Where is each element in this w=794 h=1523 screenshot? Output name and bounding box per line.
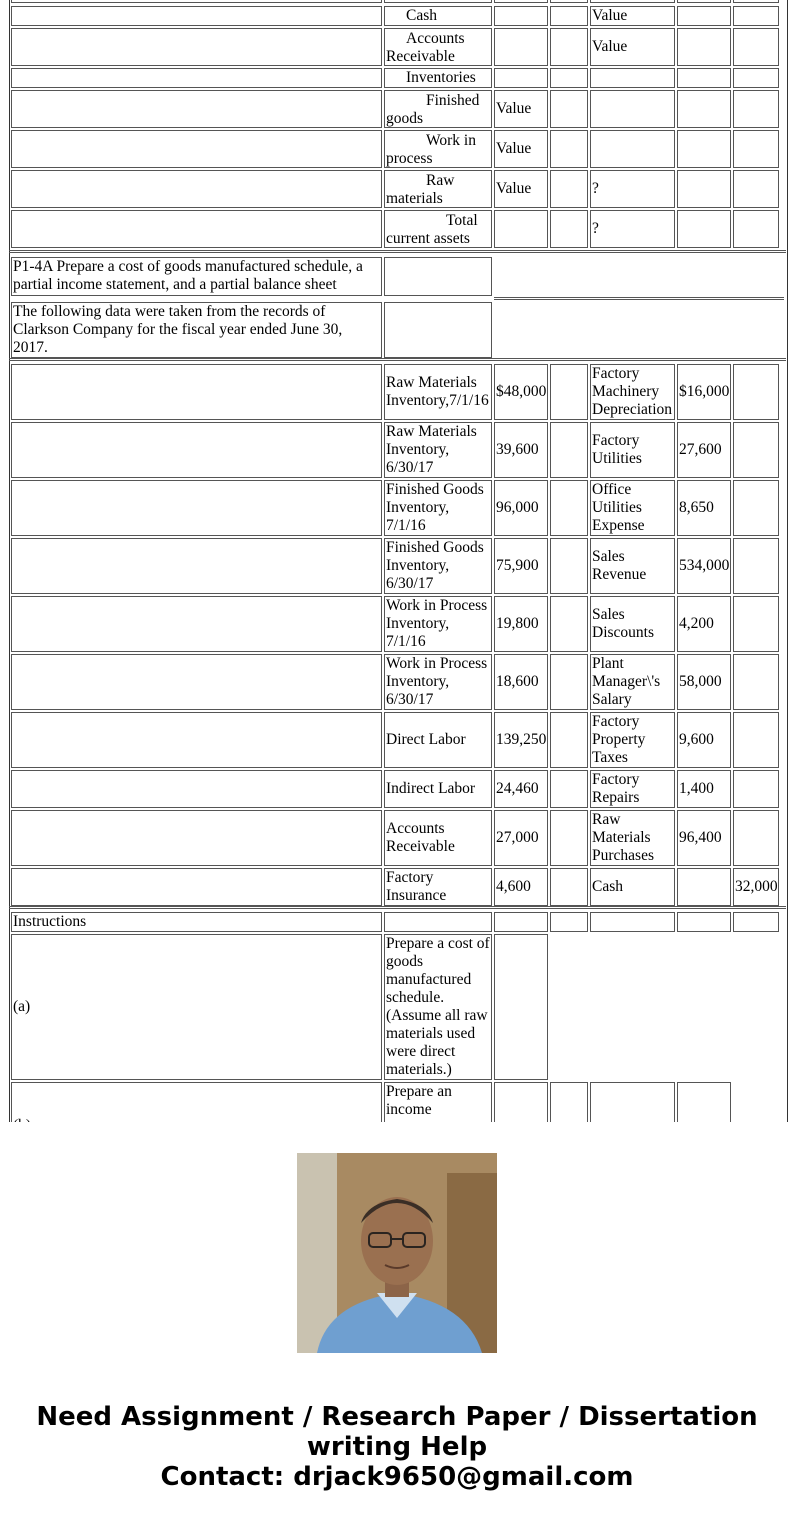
- promo-section: [0, 1122, 794, 1523]
- balance-row-label: Finished goods: [384, 90, 492, 128]
- table-cell: [733, 170, 779, 208]
- balance-row-col-b: Value: [494, 90, 548, 128]
- data-row-label-2: Factory Property Taxes: [590, 712, 675, 768]
- data-row-value-3: [733, 422, 779, 478]
- table-cell: [733, 0, 779, 3]
- balance-row-col-d: Value: [590, 6, 675, 26]
- balance-row-col-b: [494, 68, 548, 88]
- data-row-value-1: 4,600: [494, 868, 548, 906]
- table-cell: [11, 68, 382, 88]
- balance-row-label: Work in process: [384, 130, 492, 168]
- table-cell: [11, 28, 382, 66]
- table-cell: [733, 912, 779, 932]
- table-cell: [550, 364, 588, 420]
- table-cell: [550, 90, 588, 128]
- table-cell: [677, 6, 731, 26]
- table-cell: [590, 912, 675, 932]
- balance-row-label: Cash: [384, 6, 492, 26]
- problem-intro: The following data were taken from the records of Clarkson Company for the fiscal year ended June 30, 2017.: [11, 302, 382, 358]
- data-row-value-1: 19,800: [494, 596, 548, 652]
- table-cell: [550, 170, 588, 208]
- table-cell: [677, 28, 731, 66]
- table-cell: [11, 130, 382, 168]
- table-cell: [733, 68, 779, 88]
- table-cell: [550, 912, 588, 932]
- data-row-label-2: Sales Discounts: [590, 596, 675, 652]
- data-row-value-3: [733, 712, 779, 768]
- table-cell: [550, 130, 588, 168]
- data-row-label-1: Direct Labor: [384, 712, 492, 768]
- data-row-value-2: 58,000: [677, 654, 731, 710]
- balance-row-col-b: Value: [494, 130, 548, 168]
- data-row-value-3: [733, 596, 779, 652]
- data-row-value-3: [733, 364, 779, 420]
- table-cell: [590, 0, 675, 3]
- balance-row-label: Accounts Receivable: [384, 28, 492, 66]
- balance-row-label: Total current assets: [384, 210, 492, 248]
- data-row-label-2: Factory Machinery Depreciation: [590, 364, 675, 420]
- data-row-value-2: $16,000: [677, 364, 731, 420]
- table-cell: [677, 912, 731, 932]
- table-cell: [550, 868, 588, 906]
- data-row-value-1: 96,000: [494, 480, 548, 536]
- table-cell: [550, 654, 588, 710]
- data-row-value-3: 32,000: [733, 868, 779, 906]
- data-row-value-2: 1,400: [677, 770, 731, 808]
- table-cell: [384, 257, 492, 296]
- table-cell: [733, 6, 779, 26]
- balance-row-col-d: Value: [590, 28, 675, 66]
- table-cell: [677, 130, 731, 168]
- table-cell: [11, 712, 382, 768]
- table-cell: [733, 90, 779, 128]
- table-cell: [677, 0, 731, 3]
- data-row-label-1: Finished Goods Inventory, 6/30/17: [384, 538, 492, 594]
- data-row-value-2: 8,650: [677, 480, 731, 536]
- table-separator: [494, 297, 784, 300]
- data-row-value-2: [677, 868, 731, 906]
- author-avatar: [297, 1153, 497, 1353]
- table-cell: [550, 422, 588, 478]
- table-cell: [11, 480, 382, 536]
- table-cell: [550, 480, 588, 536]
- table-cell: [494, 934, 548, 1080]
- table-cell: [550, 712, 588, 768]
- banner-line-2: writing Help: [306, 1432, 488, 1462]
- balance-row-col-b: Value: [494, 170, 548, 208]
- instructions-heading: Instructions: [11, 912, 382, 932]
- table-cell: [733, 28, 779, 66]
- data-row-label-2: Sales Revenue: [590, 538, 675, 594]
- table-cell: [550, 6, 588, 26]
- table-separator: [9, 906, 786, 909]
- table-cell: [11, 0, 382, 3]
- table-cell: [677, 90, 731, 128]
- table-cell: [550, 0, 588, 3]
- data-row-value-2: 9,600: [677, 712, 731, 768]
- table-cell: [733, 130, 779, 168]
- data-row-value-1: 75,900: [494, 538, 548, 594]
- data-row-value-1: 18,600: [494, 654, 548, 710]
- table-cell: [550, 770, 588, 808]
- balance-row-col-d: ?: [590, 210, 675, 248]
- problem-title: P1-4A Prepare a cost of goods manufactured schedule, a partial income statement, and a partial balance sheet: [11, 257, 382, 296]
- table-cell: [550, 210, 588, 248]
- data-row-value-3: [733, 480, 779, 536]
- data-row-label-1: Finished Goods Inventory, 7/1/16: [384, 480, 492, 536]
- data-row-label-1: Work in Process Inventory, 7/1/16: [384, 596, 492, 652]
- instruction-a-text: Prepare a cost of goods manufactured schedule. (Assume all raw materials used were direct materials.): [384, 934, 492, 1080]
- instruction-b-text: Prepare an income: [384, 1082, 492, 1152]
- data-row-value-3: [733, 770, 779, 808]
- data-row-label-1: Accounts Receivable: [384, 810, 492, 866]
- table-cell: [550, 28, 588, 66]
- table-cell: [11, 90, 382, 128]
- table-cell: [11, 6, 382, 26]
- table-cell: [11, 364, 382, 420]
- balance-row-label: Inventories: [384, 68, 492, 88]
- table-separator: [9, 250, 786, 253]
- data-row-label-1: Work in Process Inventory, 6/30/17: [384, 654, 492, 710]
- data-row-value-3: [733, 654, 779, 710]
- data-row-value-1: 24,460: [494, 770, 548, 808]
- data-row-label-2: Cash: [590, 868, 675, 906]
- table-cell: [550, 596, 588, 652]
- banner-line-1: Need Assignment / Research Paper / Dissertation: [36, 1402, 758, 1432]
- author-photo: [297, 1153, 497, 1353]
- data-row-value-1: 139,250: [494, 712, 548, 768]
- table-cell: [677, 68, 731, 88]
- table-cell: [11, 422, 382, 478]
- table-cell: [494, 0, 548, 3]
- instruction-a-label: (a): [11, 934, 382, 1080]
- data-row-label-1: Factory Insurance: [384, 868, 492, 906]
- banner-contact: Contact: drjack9650@gmail.com: [160, 1462, 634, 1492]
- data-row-value-3: [733, 810, 779, 866]
- table-cell: [11, 596, 382, 652]
- data-row-value-2: 27,600: [677, 422, 731, 478]
- data-row-label-2: Plant Manager\'s Salary: [590, 654, 675, 710]
- data-row-label-2: Office Utilities Expense: [590, 480, 675, 536]
- table-cell: [494, 912, 548, 932]
- table-cell: [733, 210, 779, 248]
- table-cell: [11, 654, 382, 710]
- data-row-label-1: Indirect Labor: [384, 770, 492, 808]
- table-cell: [677, 210, 731, 248]
- balance-row-col-b: [494, 28, 548, 66]
- table-cell: [384, 302, 492, 358]
- table-cell: [11, 210, 382, 248]
- data-row-value-2: 4,200: [677, 596, 731, 652]
- table-cell: [11, 770, 382, 808]
- data-row-value-3: [733, 538, 779, 594]
- balance-row-label: Raw materials: [384, 170, 492, 208]
- data-row-label-2: Factory Utilities: [590, 422, 675, 478]
- data-row-value-1: $48,000: [494, 364, 548, 420]
- data-row-label-1: Raw Materials Inventory,7/1/16: [384, 364, 492, 420]
- table-cell: [550, 68, 588, 88]
- data-row-value-1: 27,000: [494, 810, 548, 866]
- balance-row-col-b: [494, 6, 548, 26]
- table-cell: [11, 810, 382, 866]
- balance-row-col-d: [590, 130, 675, 168]
- data-row-label-1: Raw Materials Inventory, 6/30/17: [384, 422, 492, 478]
- table-cell: [11, 170, 382, 208]
- table-cell: [550, 810, 588, 866]
- table-cell: [11, 868, 382, 906]
- balance-row-col-d: [590, 90, 675, 128]
- data-row-value-2: 534,000: [677, 538, 731, 594]
- data-row-label-2: Factory Repairs: [590, 770, 675, 808]
- promo-banner: [0, 1402, 794, 1492]
- balance-row-col-b: [494, 210, 548, 248]
- table-cell: [11, 538, 382, 594]
- table-cell: [550, 538, 588, 594]
- balance-row-col-d: ?: [590, 170, 675, 208]
- table-separator: [9, 358, 786, 361]
- data-row-label-2: Raw Materials Purchases: [590, 810, 675, 866]
- data-row-value-1: 39,600: [494, 422, 548, 478]
- table-cell: [677, 170, 731, 208]
- table-cell: [384, 912, 492, 932]
- table-cell: [384, 0, 492, 3]
- balance-row-col-d: [590, 68, 675, 88]
- data-row-value-2: 96,400: [677, 810, 731, 866]
